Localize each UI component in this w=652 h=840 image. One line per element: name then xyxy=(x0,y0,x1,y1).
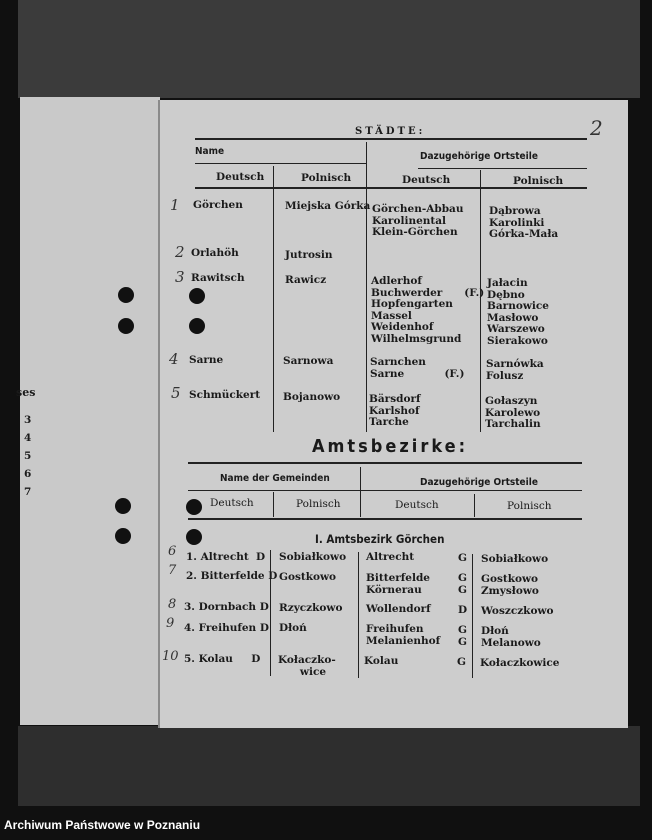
ortsteile-pl: Kołaczkowice xyxy=(480,657,560,669)
city-de: Görchen xyxy=(193,199,243,211)
left-number: 4 xyxy=(24,432,32,444)
handwritten-number: 10 xyxy=(162,649,179,664)
city-de: Sarne xyxy=(189,354,224,366)
col-polnisch: Polnisch xyxy=(296,498,341,510)
left-fragment: ses xyxy=(16,386,36,399)
col-deutsch: Deutsch xyxy=(216,171,265,183)
col-polnisch: Polnisch xyxy=(513,175,564,187)
left-number: 6 xyxy=(24,468,32,480)
punch-hole xyxy=(118,318,134,334)
gemeinde-pl: Kołaczko- wice xyxy=(278,654,336,678)
ortsteile-de: Wollendorf xyxy=(366,603,431,615)
left-number: 3 xyxy=(24,414,32,426)
gemeinde-pl: Sobiałkowo xyxy=(279,551,347,563)
city-de: Schmückert xyxy=(189,389,261,401)
ortsteile-pl: Woszczkowo xyxy=(481,605,554,617)
punch-hole xyxy=(115,498,131,514)
col-polnisch: Polnisch xyxy=(301,172,352,184)
city-de: Orlahöh xyxy=(191,247,239,259)
type-letter: G G xyxy=(458,624,467,648)
ortsteile-de: Sarnchen Sarne (F.) xyxy=(370,356,465,380)
ortsteile-de: Adlerhof Buchwerder (F.) Hopfengarten Massel Weidenhof Wilhelmsgrund xyxy=(371,275,485,345)
punch-hole xyxy=(118,287,134,303)
ortsteile-pl: Sobiałkowo xyxy=(481,553,549,565)
section-heading: I. Amtsbezirk Görchen xyxy=(315,532,445,546)
gemeinde-de: 3. Dornbach D xyxy=(184,601,269,613)
archive-footer: Archiwum Państwowe w Poznaniu xyxy=(4,818,201,832)
punch-hole xyxy=(186,499,202,515)
ortsteile-de: Kolau xyxy=(364,655,399,667)
ortsteile-pl: Sarnówka Folusz xyxy=(486,358,544,382)
gemeinde-pl: Rzyczkowo xyxy=(279,602,343,614)
city-pl: Miejska Górka xyxy=(285,200,371,212)
col-deutsch: Deutsch xyxy=(395,499,439,511)
type-letter: G xyxy=(457,656,466,668)
staedte-title: STÄDTE: xyxy=(355,126,426,137)
scan-background-bottom xyxy=(18,726,640,806)
gemeinde-pl: Dłoń xyxy=(279,622,307,634)
type-letter: G G xyxy=(458,572,467,596)
ortsteile-pl: Dłoń Melanowo xyxy=(481,625,541,649)
left-number: 5 xyxy=(24,450,32,462)
gemeinde-de: 2. Bitterfelde D xyxy=(186,570,278,582)
punch-hole xyxy=(189,288,205,304)
city-pl: Jutrosin xyxy=(285,249,333,261)
header-name: Name der Gemeinden xyxy=(220,473,330,484)
handwritten-number: 3 xyxy=(175,268,185,286)
punch-hole xyxy=(115,528,131,544)
handwritten-number: 1 xyxy=(170,196,180,214)
ortsteile-de: Altrecht xyxy=(366,551,415,563)
gemeinde-de: 1. Altrecht D xyxy=(186,551,266,563)
scan-background-top xyxy=(18,0,640,98)
handwritten-number: 8 xyxy=(168,597,177,612)
ortsteile-de: Bärsdorf Karlshof Tarche xyxy=(369,393,421,428)
city-pl: Rawicz xyxy=(285,274,327,286)
left-page xyxy=(16,97,160,725)
ortsteile-de: Görchen-Abbau Karolinental Klein-Görchen xyxy=(372,203,464,238)
header-ortsteile: Dazugehörige Ortsteile xyxy=(420,477,538,488)
ortsteile-pl: Jałacin Dębno Barnowice Masłowo Warszewo Sierakowo xyxy=(487,277,549,347)
ortsteile-de: Bitterfelde Körnerau xyxy=(366,572,430,596)
city-de: Rawitsch xyxy=(191,272,245,284)
type-letter: G xyxy=(458,552,467,564)
punch-hole xyxy=(186,529,202,545)
header-ortsteile: Dazugehörige Ortsteile xyxy=(420,151,538,162)
handwritten-number: 9 xyxy=(166,616,175,631)
type-letter: D xyxy=(458,604,468,616)
gemeinde-de: 5. Kolau D xyxy=(184,653,261,665)
page-number: 2 xyxy=(590,116,603,140)
city-pl: Bojanowo xyxy=(283,391,341,403)
header-name: Name xyxy=(195,146,225,157)
gemeinde-de: 4. Freihufen D xyxy=(184,622,269,634)
col-deutsch: Deutsch xyxy=(210,497,254,509)
city-pl: Sarnowa xyxy=(283,355,334,367)
ortsteile-pl: Dąbrowa Karolinki Górka-Mała xyxy=(489,205,559,240)
col-polnisch: Polnisch xyxy=(507,500,552,512)
col-deutsch: Deutsch xyxy=(402,174,451,186)
ortsteile-de: Freihufen Melanienhof xyxy=(366,623,441,647)
handwritten-number: 6 xyxy=(168,544,177,559)
handwritten-number: 2 xyxy=(175,243,185,261)
gemeinde-pl: Gostkowo xyxy=(279,571,337,583)
handwritten-number: 4 xyxy=(169,350,179,368)
handwritten-number: 5 xyxy=(171,384,181,402)
left-number: 7 xyxy=(24,486,32,498)
ortsteile-pl: Gołaszyn Karolewo Tarchalin xyxy=(485,395,541,430)
amtsbezirke-title: Amtsbezirke: xyxy=(312,436,469,457)
punch-hole xyxy=(189,318,205,334)
ortsteile-pl: Gostkowo Zmysłowo xyxy=(481,573,539,597)
handwritten-number: 7 xyxy=(168,563,177,578)
